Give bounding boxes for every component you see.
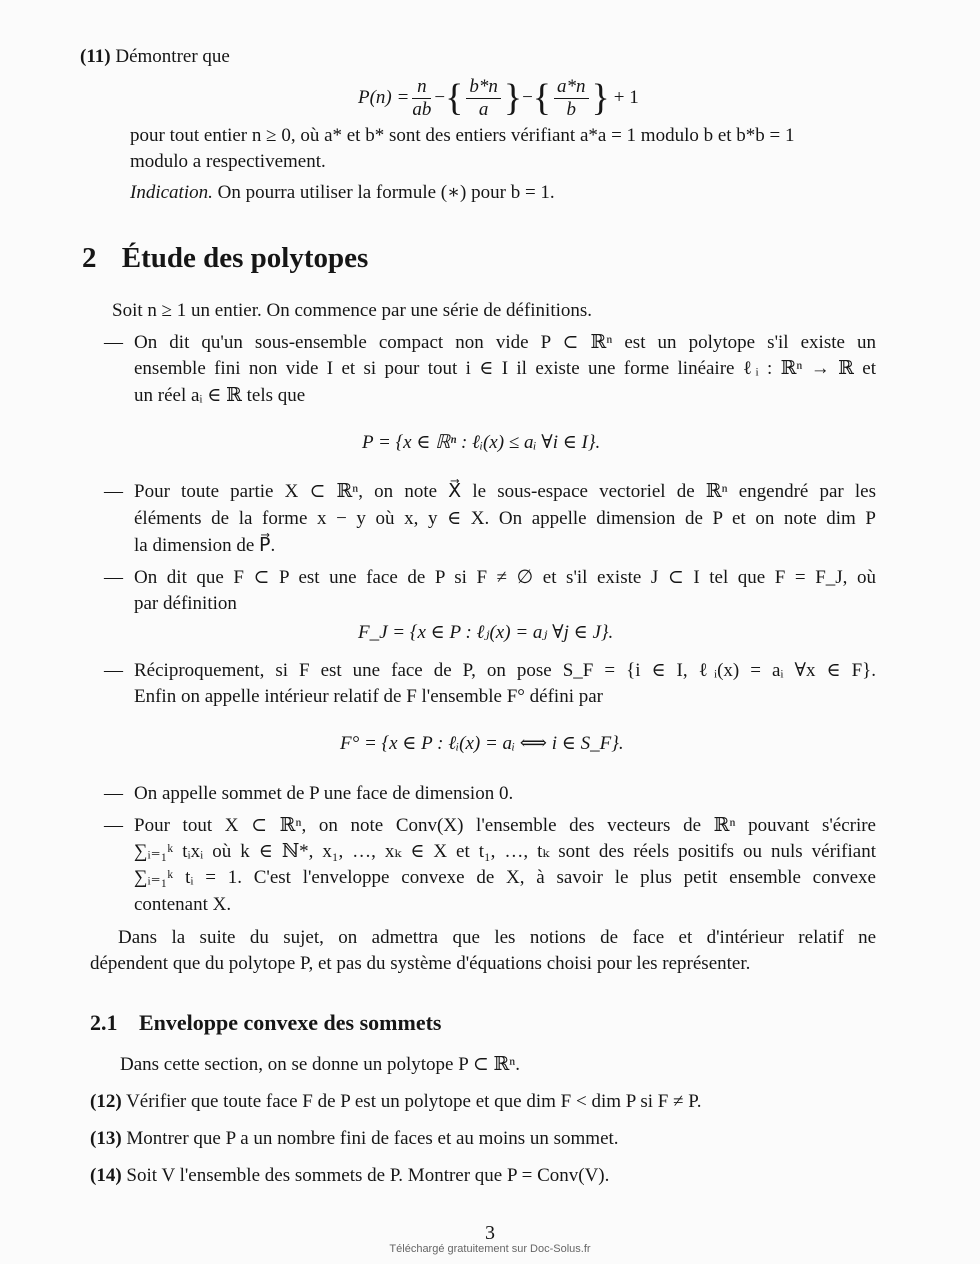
def6-line1: Pour tout X ⊂ ℝⁿ, on note Conv(X) l'ensemble des vecteurs de ℝⁿ pouvant s'écrire <box>134 815 876 836</box>
question-text: Montrer que P a un nombre fini de faces et au moins un sommet. <box>126 1128 619 1149</box>
question-12 <box>90 1089 702 1115</box>
question-13 <box>90 1126 619 1152</box>
subsection-number: 2.1 <box>90 1010 118 1035</box>
formula-p-n <box>358 70 639 126</box>
def1-line2: ensemble fini non vide I et si pour tout i ∈ I il existe une forme linéaire ℓᵢ : ℝⁿ → ℝ et <box>134 358 876 379</box>
def2-line1: Pour toute partie X ⊂ ℝⁿ, on note X⃗ le sous-espace vectoriel de ℝⁿ engendré par les <box>134 481 876 502</box>
question-14 <box>90 1163 609 1189</box>
def1-formula: P = {x ∈ ℝⁿ : ℓᵢ(x) ≤ aᵢ ∀i ∈ I}. <box>362 432 601 453</box>
def4-formula: F° = {x ∈ P : ℓᵢ(x) = aᵢ ⟺ i ∈ S_F}. <box>340 733 624 754</box>
bullet-dash: — <box>104 815 123 836</box>
fraction-denominator: a <box>478 98 489 120</box>
subsection-title: Enveloppe convexe des sommets <box>139 1010 442 1035</box>
fraction-numerator: b*n <box>466 76 501 99</box>
question-number: (11) <box>80 46 111 67</box>
closing-line2: dépendent que du polytope P, et pas du système d'équations choisi pour les représenter. <box>90 953 751 974</box>
def3-formula: F_J = {x ∈ P : ℓⱼ(x) = aⱼ ∀j ∈ J}. <box>358 622 614 643</box>
formula-lhs: P(n) = <box>358 87 410 108</box>
q11-hint <box>130 180 555 206</box>
question-number: (14) <box>90 1165 122 1186</box>
def3-line2: par définition <box>134 593 237 614</box>
fraction-n-ab <box>412 76 431 121</box>
closing-line1: Dans la suite du sujet, on admettra que les notions de face et d'intérieur relatif ne <box>118 927 876 948</box>
formula-tail: + 1 <box>613 87 639 108</box>
section-intro: Soit n ≥ 1 un entier. On commence par une série de définitions. <box>112 300 593 321</box>
def1-line1: On dit qu'un sous-ensemble compact non vide P ⊂ ℝⁿ est un polytope s'il existe un <box>134 332 876 353</box>
def4-line1: Réciproquement, si F est une face de P, on pose S_F = {i ∈ I, ℓᵢ(x) = aᵢ ∀x ∈ F}. <box>134 660 876 681</box>
def6-line4: contenant X. <box>134 894 232 915</box>
question-intro: Démontrer que <box>115 46 230 67</box>
def1-line3: un réel aᵢ ∈ ℝ tels que <box>134 385 306 406</box>
q11-line1: pour tout entier n ≥ 0, où a* et b* sont des entiers vérifiant a*a = 1 modulo b et b*b = 1 <box>130 125 795 146</box>
question-11 <box>80 44 230 70</box>
minus-sign: − <box>434 87 446 108</box>
minus-sign: − <box>522 87 533 108</box>
hint-text: On pourra utiliser la formule (∗) pour b = 1. <box>217 182 555 203</box>
hint-label: Indication. <box>130 182 213 203</box>
def2-line3: la dimension de P⃗. <box>134 535 276 556</box>
bullet-dash: — <box>104 332 123 353</box>
fraction-bstar-n-a <box>466 76 501 121</box>
subsection-intro: Dans cette section, on se donne un polytope P ⊂ ℝⁿ. <box>120 1054 521 1075</box>
def2-line2: éléments de la forme x − y où x, y ∈ X. On appelle dimension de P et on note dim P <box>134 508 876 529</box>
left-brace: { <box>532 77 552 119</box>
left-brace: { <box>445 77 464 119</box>
def4-line2: Enfin on appelle intérieur relatif de F l'ensemble F° défini par <box>134 686 603 707</box>
right-brace: } <box>591 77 610 119</box>
q11-line2: modulo a respectivement. <box>130 151 326 172</box>
fraction-denominator: b <box>566 98 577 120</box>
bullet-dash: — <box>104 481 123 502</box>
def6-line2: ∑ᵢ₌₁ᵏ tᵢxᵢ où k ∈ ℕ*, x₁, …, xₖ ∈ X et t₁, …, tₖ sont des réels positifs ou nuls vérifiant <box>134 841 876 862</box>
fraction-numerator: n <box>412 76 431 99</box>
bullet-dash: — <box>104 783 123 804</box>
fraction-astar-n-b <box>554 76 589 121</box>
section-heading <box>82 242 368 275</box>
page-number: 3 <box>485 1222 495 1244</box>
fraction-numerator: a*n <box>554 76 589 99</box>
def3-line1: On dit que F ⊂ P est une face de P si F ≠ ∅ et s'il existe J ⊂ I tel que F = F_J, où <box>134 567 876 588</box>
bullet-dash: — <box>104 660 123 681</box>
def5-line1: On appelle sommet de P une face de dimension 0. <box>134 783 514 804</box>
subsection-heading <box>90 1010 441 1036</box>
question-text: Vérifier que toute face F de P est un polytope et que dim F < dim P si F ≠ P. <box>126 1091 702 1112</box>
fraction-denominator: ab <box>412 98 432 120</box>
question-text: Soit V l'ensemble des sommets de P. Montrer que P = Conv(V). <box>126 1165 610 1186</box>
question-number: (13) <box>90 1128 122 1149</box>
download-note: Téléchargé gratuitement sur Doc-Solus.fr <box>389 1243 591 1255</box>
right-brace: } <box>503 77 523 119</box>
section-number: 2 <box>82 242 97 274</box>
bullet-dash: — <box>104 567 123 588</box>
question-number: (12) <box>90 1091 122 1112</box>
def6-line3: ∑ᵢ₌₁ᵏ tᵢ = 1. C'est l'enveloppe convexe de X, à savoir le plus petit ensemble convexe <box>134 867 876 888</box>
section-title: Étude des polytopes <box>121 242 369 274</box>
